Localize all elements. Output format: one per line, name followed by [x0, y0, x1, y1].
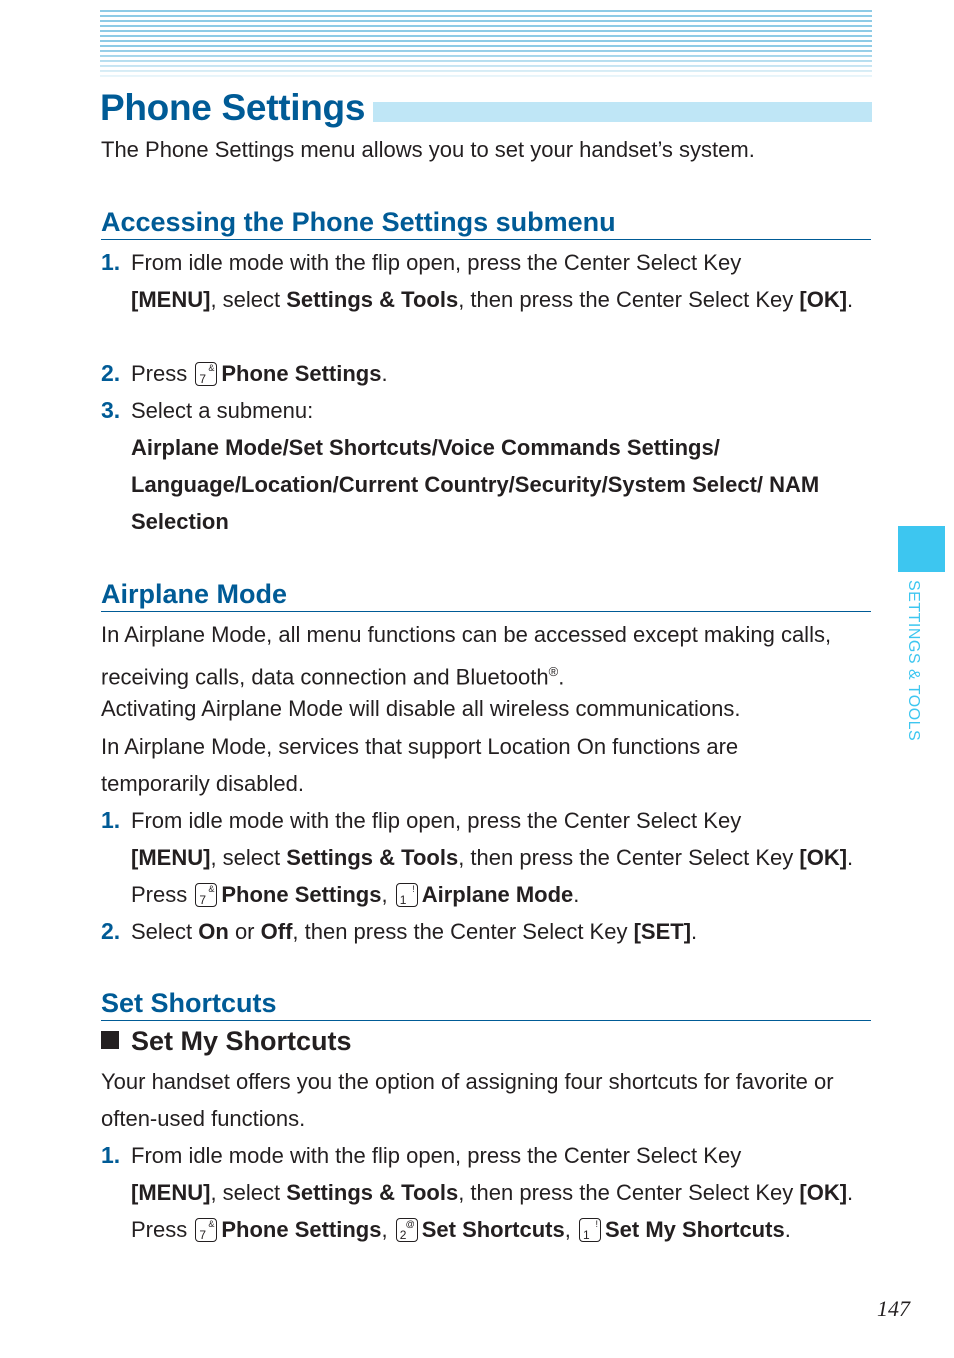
key-main-char: 2: [399, 1228, 407, 1242]
list-item: [101, 392, 871, 540]
intro-text: The Phone Settings menu allows you to set your handset’s system.: [101, 137, 755, 162]
step-text: Select a submenu:: [131, 398, 314, 423]
section-heading-airplane-mode: Airplane Mode: [101, 577, 871, 612]
step-text: , then press the Center Select Key: [458, 1180, 800, 1205]
page-number: 147: [877, 1296, 910, 1321]
section-heading-set-shortcuts: Set Shortcuts: [101, 986, 871, 1021]
menu-item-label: Settings & Tools: [286, 1180, 459, 1205]
step-number: 2.: [101, 360, 121, 386]
menu-item-label: Phone Settings: [221, 1217, 382, 1242]
key-main-char: 7: [199, 1228, 207, 1242]
ok-key-label: [OK]: [799, 287, 848, 312]
menu-item-label: Phone Settings: [221, 882, 382, 907]
step-text: .: [847, 287, 854, 312]
paragraph: Activating Airplane Mode will disable all wireless communications.: [101, 696, 741, 721]
key-1-icon: [579, 1218, 601, 1242]
key-symbol-char: &: [208, 363, 215, 373]
key-2-icon: [396, 1218, 418, 1242]
menu-item-label: Phone Settings: [221, 361, 382, 386]
chapter-tab: [898, 526, 945, 572]
step-number: 2.: [101, 918, 121, 944]
submenu-list: Airplane Mode/Set Shortcuts/Voice Commands Settings/ Language/Location/Current Country/Security/System Select/ NAM Selection: [131, 435, 820, 534]
menu-key-label: [MENU]: [131, 845, 211, 870]
list-item: [101, 1137, 876, 1248]
subheading-text: Set My Shortcuts: [131, 1026, 352, 1056]
key-symbol-char: !: [412, 884, 415, 894]
key-main-char: 1: [399, 893, 407, 907]
step-text: , select: [210, 1180, 287, 1205]
key-7-icon: [195, 883, 217, 907]
step-text: .: [381, 361, 388, 386]
ok-key-label: [OK]: [799, 845, 848, 870]
option-off: Off: [260, 919, 293, 944]
menu-item-label: Airplane Mode: [421, 882, 574, 907]
key-7-icon: [195, 362, 217, 386]
list-item: [101, 802, 871, 913]
step-text: ,: [381, 882, 394, 907]
key-symbol-char: &: [208, 1219, 215, 1229]
paragraph-text: In Airplane Mode, all menu functions can be accessed except making calls, receiving calls, data connection and Bluetooth: [101, 622, 832, 690]
list-item: [101, 913, 871, 950]
key-main-char: 1: [582, 1228, 590, 1242]
menu-item-label: Set Shortcuts: [421, 1217, 565, 1242]
step-text: or: [228, 919, 261, 944]
key-main-char: 7: [199, 372, 207, 386]
step-number: 1.: [101, 1142, 121, 1168]
key-7-icon: [195, 1218, 217, 1242]
step-text: From idle mode with the flip open, press the Center Select Key: [131, 808, 742, 833]
step-text: , select: [210, 845, 287, 870]
menu-item-label: Settings & Tools: [286, 845, 459, 870]
step-text: .: [573, 882, 580, 907]
step-number: 1.: [101, 807, 121, 833]
paragraph: In Airplane Mode, services that support Location On functions are temporarily disabled.: [101, 734, 739, 796]
step-text: , then press the Center Select Key: [292, 919, 634, 944]
step-text: From idle mode with the flip open, press the Center Select Key: [131, 1143, 742, 1168]
section-heading-accessing: Accessing the Phone Settings submenu: [101, 205, 871, 240]
header-decoration: [100, 10, 872, 78]
page-title: Phone Settings: [100, 86, 373, 130]
chapter-tab-label: SETTINGS & TOOLS: [905, 580, 922, 742]
key-main-char: 7: [199, 893, 207, 907]
step-text: . Press: [131, 1180, 854, 1242]
key-symbol-char: &: [208, 884, 215, 894]
list-item: [101, 355, 871, 392]
menu-key-label: [MENU]: [131, 287, 211, 312]
paragraph: [101, 616, 876, 695]
set-key-label: [SET]: [633, 919, 692, 944]
step-text: ,: [381, 1217, 394, 1242]
step-text: From idle mode with the flip open, press the Center Select Key: [131, 250, 742, 275]
key-symbol-char: @: [405, 1219, 415, 1229]
step-text: , select: [210, 287, 287, 312]
key-1-icon: [396, 883, 418, 907]
step-number: 3.: [101, 397, 121, 423]
step-text: .: [784, 1217, 791, 1242]
menu-key-label: [MENU]: [131, 1180, 211, 1205]
registered-mark: ®: [548, 664, 559, 679]
step-text: . Press: [131, 845, 854, 907]
ok-key-label: [OK]: [799, 1180, 848, 1205]
step-text: Press: [131, 361, 194, 386]
paragraph-text: .: [558, 664, 565, 690]
subheading-set-my-shortcuts: [101, 1024, 352, 1058]
option-on: On: [198, 919, 229, 944]
key-symbol-char: !: [595, 1219, 598, 1229]
square-bullet-icon: [101, 1031, 119, 1049]
step-text: , then press the Center Select Key: [458, 287, 800, 312]
menu-item-label: Settings & Tools: [286, 287, 459, 312]
step-text: Select: [131, 919, 199, 944]
step-number: 1.: [101, 249, 121, 275]
step-text: .: [691, 919, 698, 944]
step-text: , then press the Center Select Key: [458, 845, 800, 870]
step-text: ,: [564, 1217, 577, 1242]
paragraph: Your handset offers you the option of assigning four shortcuts for favorite or often-used functions.: [101, 1069, 834, 1131]
menu-item-label: Set My Shortcuts: [604, 1217, 785, 1242]
list-item: [101, 244, 871, 318]
